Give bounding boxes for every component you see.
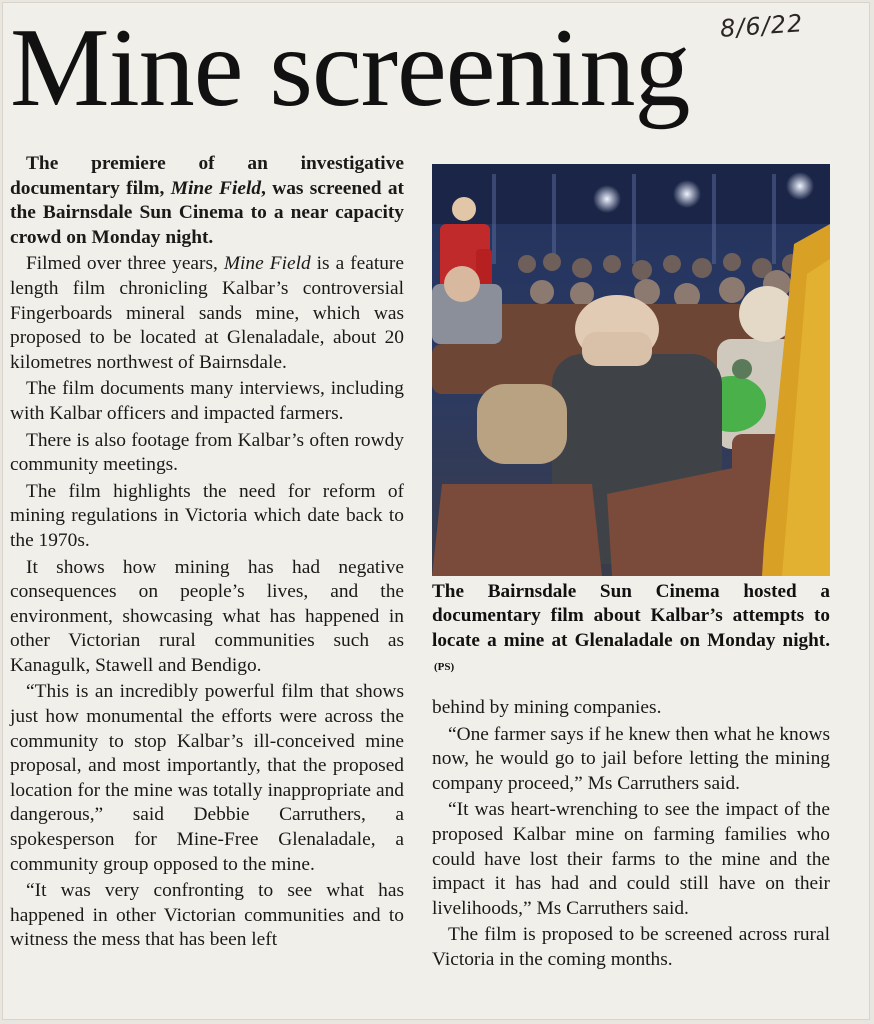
article-paragraph: “One farmer says if he knew then what he knows now, he would go to jail before letting the mining company proceed,” Ms Carruthers said. <box>432 723 830 794</box>
article-paragraph: “It was very confronting to see what has happened in other Victorian communities and to witness the mess that has been left <box>10 880 404 951</box>
article-paragraph: behind by mining companies. <box>432 697 662 718</box>
article-column-left <box>10 152 404 953</box>
article-paragraph: “It was heart-wrenching to see the impact of the proposed Kalbar mine on farming families who could have lost their farms to the mine and the impact it has had and could still have on their livelihoods,” Ms Carruthers said. <box>432 799 830 919</box>
cinema-audience-photo <box>432 164 830 576</box>
article-paragraph: The film is proposed to be screened across rural Victoria in the coming months. <box>432 924 830 970</box>
article-paragraph: It shows how mining has had negative consequences on people’s lives, and the environment, showcasing what has happened in other Victorian rural communities such as Kanagulk, Stawell and Bendigo. <box>10 556 404 676</box>
photo-caption: The Bairnsdale Sun Cinema hosted a documentary film about Kalbar’s attempts to locate a mine at Glenaladale on Monday night. (PS) <box>432 581 830 674</box>
article-paragraph: There is also footage from Kalbar’s often rowdy community meetings. <box>10 429 404 476</box>
article-paragraph: The film highlights the need for reform of mining regulations in Victoria which date back to the 1970s. <box>10 480 404 551</box>
article-paragraph: Filmed over three years, Mine Field is a feature length film chronicling Kalbar’s controversial Fingerboards mineral sands mine, which was proposed to be located at Glenaladale, about 20 kilometres northwest of Bairnsdale. <box>10 253 404 373</box>
headline: Mine screening <box>10 6 690 130</box>
newspaper-clipping <box>2 2 870 1020</box>
article-paragraph: The film documents many interviews, including with Kalbar officers and impacted farmers. <box>10 378 404 424</box>
article-lede: The premiere of an investigative documentary film, Mine Field, was screened at the Bairnsdale Sun Cinema to a near capacity crowd on Monday night. <box>10 153 404 248</box>
handwritten-date: 8/6/22 <box>719 9 805 43</box>
photo-credit: (PS) <box>434 661 455 674</box>
cinema-audience-illustration <box>432 164 830 576</box>
article-paragraph: “This is an incredibly powerful film that shows just how monumental the efforts were across the community to stop Kalbar’s ill-conceived mine proposal, and most importantly, that the proposed location for the mine was totally inappropriate and dangerous,” said Debbie Carruthers, a spokesperson for Mine-Free Glenaladale, a community group opposed to the mine. <box>10 681 404 875</box>
article-column-right <box>432 696 830 973</box>
